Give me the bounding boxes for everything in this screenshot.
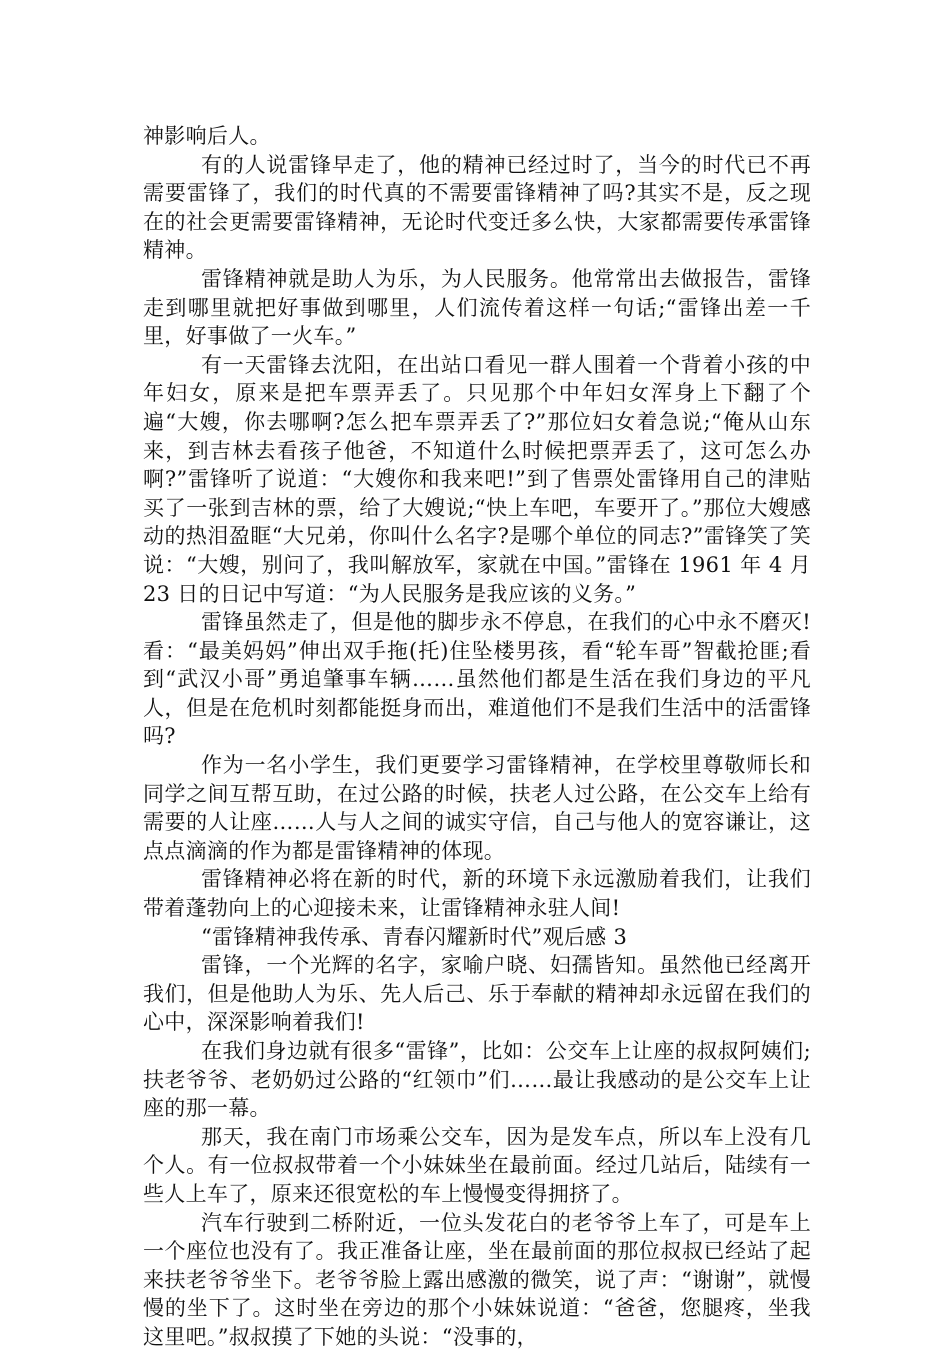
paragraph: 有的人说雷锋早走了，他的精神已经过时了，当今的时代已不再需要雷锋了，我们的时代真的不需要雷锋精神了吗?其实不是，反之现在的社会更需要雷锋精神，无论时代变迁多么快，大家都需要传承雷锋精神。 [143,152,811,263]
paragraph: 雷锋精神就是助人为乐，为人民服务。他常常出去做报告，雷锋走到哪里就把好事做到哪里，人们流传着这样一句话;“雷锋出差一千里，好事做了一火车。” [143,266,811,349]
paragraph: 雷锋精神必将在新的时代，新的环境下永远激励着我们，让我们带着蓬勃向上的心迎接未来，让雷锋精神永驻人间! [143,867,811,921]
section-heading: “雷锋精神我传承、青春闪耀新时代”观后感 3 [201,924,628,949]
paragraph-continuation: 神影响后人。 [143,124,271,148]
paragraph: 在我们身边就有很多“雷锋”，比如：公交车上让座的叔叔阿姨们;扶老爷爷、老奶奶过公路的“红领巾”们……最让我感动的是公交车上让座的那一幕。 [143,1039,811,1121]
paragraph: 雷锋虽然走了，但是他的脚步永不停息，在我们的心中永不磨灭!看：“最美妈妈”伸出双手拖(托)住坠楼男孩，看“轮车哥”智截抢匪;看到“武汉小哥”勇追肇事车辆……虽然他们都是生活在我们身边的平凡人，但是在危机时刻都能挺身而出，难道他们不是我们生活中的活雷锋吗? [143,610,811,749]
paragraph: 那天，我在南门市场乘公交车，因为是发车点，所以车上没有几个人。有一位叔叔带着一个小妹妹坐在最前面。经过几站后，陆续有一些人上车了，原来还很宽松的车上慢慢变得拥挤了。 [143,1124,811,1206]
paragraph: 有一天雷锋去沈阳，在出站口看见一群人围着一个背着小孩的中年妇女，原来是把车票弄丢了。只见那个中年妇女浑身上下翻了个遍“大嫂，你去哪啊?怎么把车票弄丢了?”那位妇女着急说;“俺从山东来，到吉林去看孩子他爸，不知道什么时候把票弄丢了，这可怎么办啊?”雷锋听了说道：“大嫂你和我来吧!”到了售票处雷锋用自己的津贴买了一张到吉林的票，给了大嫂说;“快上车吧，车要开了。”那位大嫂感动的热泪盈眶“大兄弟，你叫什么名字?是哪个单位的同志?”雷锋笑了笑说：“大嫂，别问了，我叫解放军，家就在中国。”雷锋在 1961 年 4 月 23 日的日记中写道：“为人民服务是我应该的义务。” [143,352,811,606]
paragraph: 作为一名小学生，我们更要学习雷锋精神，在学校里尊敬师长和同学之间互帮互助，在过公路的时候，扶老人过公路，在公交车上给有需要的人让座……人与人之间的诚实守信，自己与他人的宽容谦让，这点点滴滴的作为都是雷锋精神的体现。 [143,753,811,863]
paragraph: 汽车行驶到二桥附近，一位头发花白的老爷爷上车了，可是车上一个座位也没有了。我正准备让座，坐在最前面的那位叔叔已经站了起来扶老爷爷坐下。老爷爷脸上露出感激的微笑，说了声：“谢谢”，就慢慢的坐下了。这时坐在旁边的那个小妹妹说道：“爸爸，您腿疼，坐我这里吧。”叔叔摸了下她的头说：“没事的， [143,1210,811,1349]
document-body [143,122,811,1352]
paragraph: 雷锋，一个光辉的名字，家喻户晓、妇孺皆知。虽然他已经离开我们，但是他助人为乐、先人后己、乐于奉献的精神却永远留在我们的心中，深深影响着我们! [143,953,811,1035]
